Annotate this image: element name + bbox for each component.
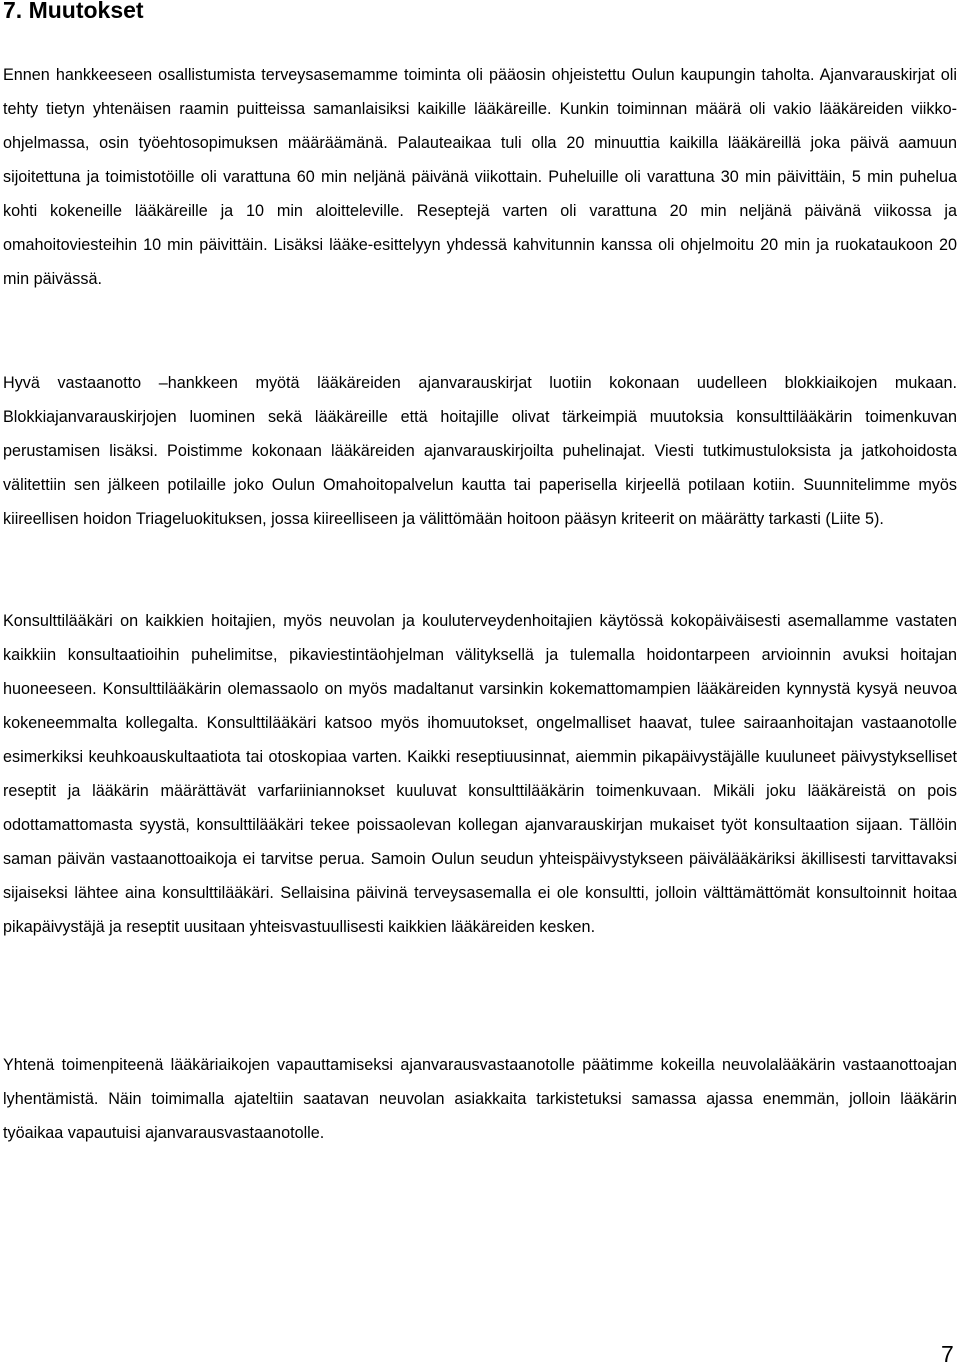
paragraph-hankkeen-changes: Hyvä vastaanotto –hankkeen myötä lääkäreiden ajanvarauskirjat luotiin kokonaan uudelleen blokkiaikojen mukaan. Blokkiajanvarauskirjojen luominen sekä lääkäreille että hoitajille olivat tärkeimpiä muutoksia konsulttilääkärin toimenkuvan perustamisen lisäksi. Poistimme kokonaan lääkäreiden ajanvarauskirjoilta puhelinajat. Viesti tutkimustuloksista ja jatkohoidosta välitettiin sen jälkeen potilaille joko Oulun Omahoitopalvelun kautta tai paperisella kirjeellä potilaan kotiin. Suunnitelimme myös kiireellisen hoidon Triageluokituksen, jossa kiireelliseen ja välittömään hoitoon pääsyn kriteerit on määrätty tarkasti (Liite 5). xyxy=(3,374,957,528)
section-heading: 7. Muutokset xyxy=(3,0,144,23)
page-number: 7 xyxy=(941,1341,954,1367)
paragraph-neuvola-change: Yhtenä toimenpiteenä lääkäriaikojen vapauttamiseksi ajanvarausvastaanotolle päätimme kokeilla neuvolalääkärin vastaanottoajan lyhentämistä. Näin toimimalla ajateltiin saatavan neuvolan asiakkaita tarkistetuksi samassa ajassa enemmän, jolloin lääkärin työaikaa vapautuisi ajanvarausvastaanotolle. xyxy=(3,1056,957,1142)
paragraph-consultant-doctor: Konsulttilääkäri on kaikkien hoitajien, myös neuvolan ja kouluterveydenhoitajien käytössä kokopäiväisesti asemallamme vastaten kaikkiin konsultaatioihin puhelimitse, pikaviestintäohjelman välityksellä ja tulemalla hoidontarpeen arvioinnin avuksi hoitajan huoneeseen. Konsulttilääkärin olemassaolo on myös madaltanut varsinkin kokemattomampien lääkäreiden kynnystä kysyä neuvoa kokeneemmalta kollegalta. Konsulttilääkäri katsoo myös ihomuutokset, ongelmalliset haavat, tulee sairaanhoitajan vastaanotolle esimerkiksi keuhkoauskultaatiota tai otoskopiaa varten. Kaikki reseptiuusinnat, aiemmin pikapäivystäjälle kuuluneet päivystykselliset reseptit ja lääkärin määrättävät varfariiniannokset kuuluvat konsulttilääkärin toimenkuvaan. Mikäli joku lääkäreistä on pois odottamattomasta syystä, konsulttilääkäri tekee poissaolevan kollegan ajanvarauskirjan mukaiset työt konsultaation sijaan. Tällöin saman päivän vastaanottoaikoja ei tarvitse perua. Samoin Oulun seudun yhteispäivystykseen päivälääkäriksi äkillisesti tarvittavaksi sijaiseksi lähtee aina konsulttilääkäri. Sellaisina päivinä terveysasemalla ei ole konsultti, jolloin välttämättömät konsultoinnit hoitaa pikapäivystäjä ja reseptit uusitaan yhteisvastuullisesti kaikkien lääkäreiden kesken. xyxy=(3,612,957,936)
paragraph-previous-practice: Ennen hankkeeseen osallistumista terveysasemamme toiminta oli pääosin ohjeistettu Oulun kaupungin taholta. Ajanvarauskirjat oli tehty tietyn yhtenäisen raamin puitteissa samanlaisiksi kaikille lääkäreille. Kunkin toiminnan määrä oli vakio lääkäreiden viikko-ohjelmassa, osin työehtosopimuksen määräämänä. Palauteaikaa tuli olla 20 minuuttia kaikilla lääkäreillä joka päivä aamuun sijoitettuna ja toimistotöille oli varattuna 60 min neljänä päivänä viikottain. Puheluille oli varattuna 30 min päivittäin, 5 min puhelua kohti kokeneille lääkäreille ja 10 min aloitteleville. Reseptejä varten oli varattuna 20 min neljänä päivänä viikossa ja omahoitoviesteihin 10 min päivittäin. Lisäksi lääke-esittelyyn yhdessä kahvitunnin kanssa oli ohjelmoitu 20 min ja ruokataukoon 20 min päivässä. xyxy=(3,66,957,288)
